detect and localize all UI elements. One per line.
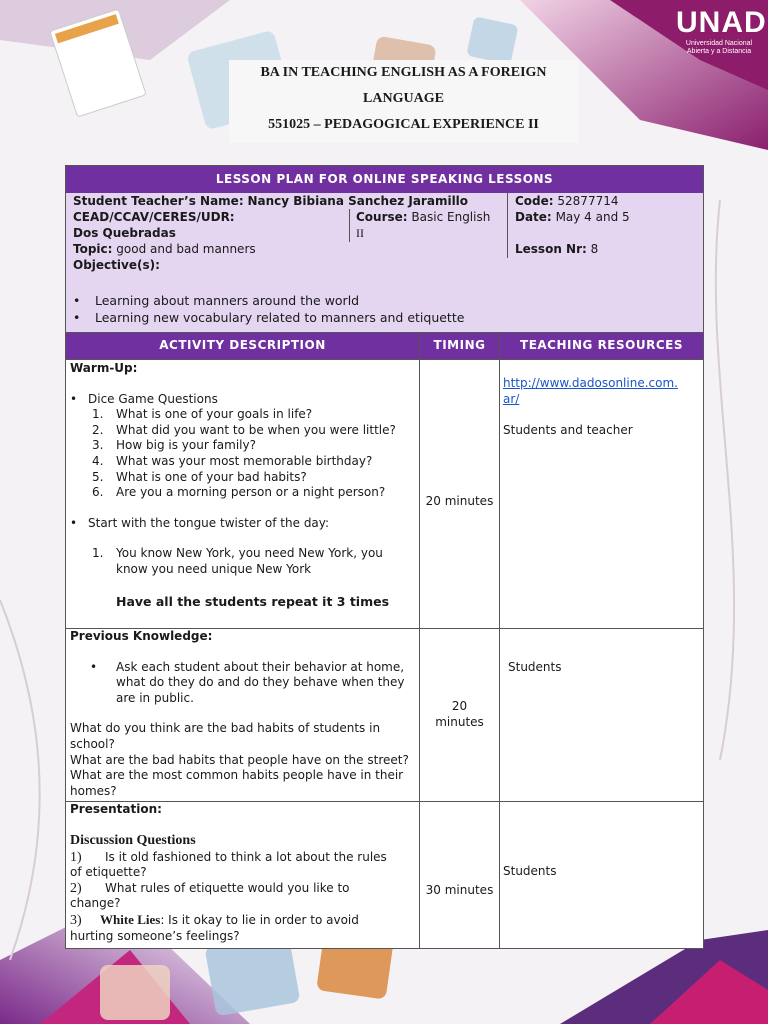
course-label: Course: — [356, 210, 408, 224]
logo-wordmark: UNAD — [676, 6, 767, 39]
student-name-row — [73, 194, 513, 210]
col-header-timing: TIMING — [420, 332, 499, 359]
header-line-3: 551025 – PEDAGOGICAL EXPERIENCE II — [268, 117, 539, 132]
code-label: Code: — [515, 194, 554, 208]
question-item: 3. How big is your family? — [92, 438, 256, 453]
logo-subtitle-2: Abierta y a Distancia — [686, 48, 752, 55]
header-line-2: LANGUAGE — [363, 91, 444, 106]
resource-link-cont[interactable]: ar/ — [503, 391, 520, 406]
question-item: 4. What was your most memorable birthday? — [92, 453, 373, 468]
presentation-section: Presentation: Discussion Questions 1) Is it old fashioned to think a lot about the rules of etiquette? 2) What rules of etiquette would you like to change? 3) White Lies: Is it okay to lie in order to avoid hurting someone’s feelings? — [70, 802, 418, 944]
previous-question-3: What are the most common habits people have in their — [70, 768, 404, 783]
discussion-heading: Discussion Questions — [70, 832, 196, 848]
previous-resources: Students — [508, 660, 562, 674]
logo-subtitle-1: Universidad Nacional — [685, 40, 753, 47]
course-value: Basic English — [411, 210, 491, 224]
unad-logo — [676, 6, 767, 56]
discussion-item-1: 1) Is it old fashioned to think a lot about the rules — [70, 849, 387, 865]
lesson-plan-table — [65, 165, 704, 949]
warmup-section — [70, 361, 418, 609]
date-value: May 4 and 5 — [555, 210, 630, 224]
code-value: 52877714 — [557, 194, 619, 208]
resource-text: Students and teacher — [503, 423, 633, 438]
objective-item: • Learning about manners around the world — [73, 293, 360, 308]
resource-link[interactable]: http://www.dadosonline.com. — [503, 376, 678, 390]
lesson-row — [515, 242, 705, 258]
presentation-title: Presentation: — [70, 802, 162, 816]
lesson-value: 8 — [590, 242, 599, 256]
previous-title: Previous Knowledge: — [70, 629, 213, 643]
warmup-bullet-twister: • Start with the tongue twister of the day: — [70, 515, 330, 530]
cead-label: CEAD/CCAV/CERES/UDR: — [73, 210, 235, 224]
course-value-2: II — [356, 225, 364, 240]
code-row — [515, 194, 705, 210]
date-label: Date: — [515, 210, 552, 224]
cead-row — [73, 210, 348, 241]
objectives-heading: Objective(s): — [73, 258, 160, 272]
previous-bullet: • Ask each student about their behavior at home, what do they do and do they behave when they are in public. — [90, 659, 405, 705]
repeat-instruction: Have all the students repeat it 3 times — [116, 593, 390, 609]
header-line-1: BA IN TEACHING ENGLISH AS A FOREIGN — [260, 65, 547, 80]
col-header-resources: TEACHING RESOURCES — [500, 332, 703, 359]
cead-value: Dos Quebradas — [73, 225, 176, 240]
previous-section: Previous Knowledge: • Ask each student about their behavior at home, what do they do and do they behave when they are in public. What do you think are the bad habits of students in school? What are the bad habits that people have on the street? What are the most common habits people have in their homes? — [70, 629, 418, 799]
tongue-twister: 1. You know New York, you need New York, you know you need unique New York — [92, 546, 383, 576]
document-header — [229, 60, 578, 143]
previous-question-2: What are the bad habits that people have on the street? — [70, 752, 409, 767]
topic-label: Topic: — [73, 242, 113, 256]
previous-timing: 20 minutes — [435, 699, 484, 729]
date-row — [515, 210, 705, 226]
warmup-resources — [503, 376, 701, 439]
warmup-timing: 20 minutes — [425, 494, 494, 508]
presentation-timing: 30 minutes — [425, 883, 494, 897]
discussion-item-2: 2) What rules of etiquette would you like to — [70, 880, 350, 896]
student-value: Nancy Bibiana Sanchez Jaramillo — [247, 194, 469, 208]
objectives-list — [73, 292, 693, 326]
presentation-resources: Students — [503, 864, 557, 878]
question-item: 5. What is one of your bad habits? — [92, 469, 307, 484]
course-row — [356, 210, 506, 241]
warmup-title: Warm-Up: — [70, 361, 138, 375]
col-header-activity: ACTIVITY DESCRIPTION — [66, 332, 419, 359]
objective-item: • Learning new vocabulary related to manners and etiquette — [73, 310, 465, 325]
previous-question-1: What do you think are the bad habits of students in — [70, 721, 381, 736]
discussion-item-3: 3) White Lies: Is it okay to lie in order to avoid — [70, 911, 359, 928]
plan-title: LESSON PLAN FOR ONLINE SPEAKING LESSONS — [66, 166, 703, 193]
student-label: Student Teacher’s Name: — [73, 194, 244, 208]
lesson-label: Lesson Nr: — [515, 242, 587, 256]
warmup-bullet-dice: • Dice Game Questions — [70, 391, 218, 406]
topic-row — [73, 242, 503, 258]
question-item: 6. Are you a morning person or a night person? — [92, 485, 386, 500]
topic-value: good and bad manners — [116, 242, 256, 256]
question-item: 2. What did you want to be when you were little? — [92, 422, 396, 437]
question-item: 1. What is one of your goals in life? — [92, 407, 313, 422]
